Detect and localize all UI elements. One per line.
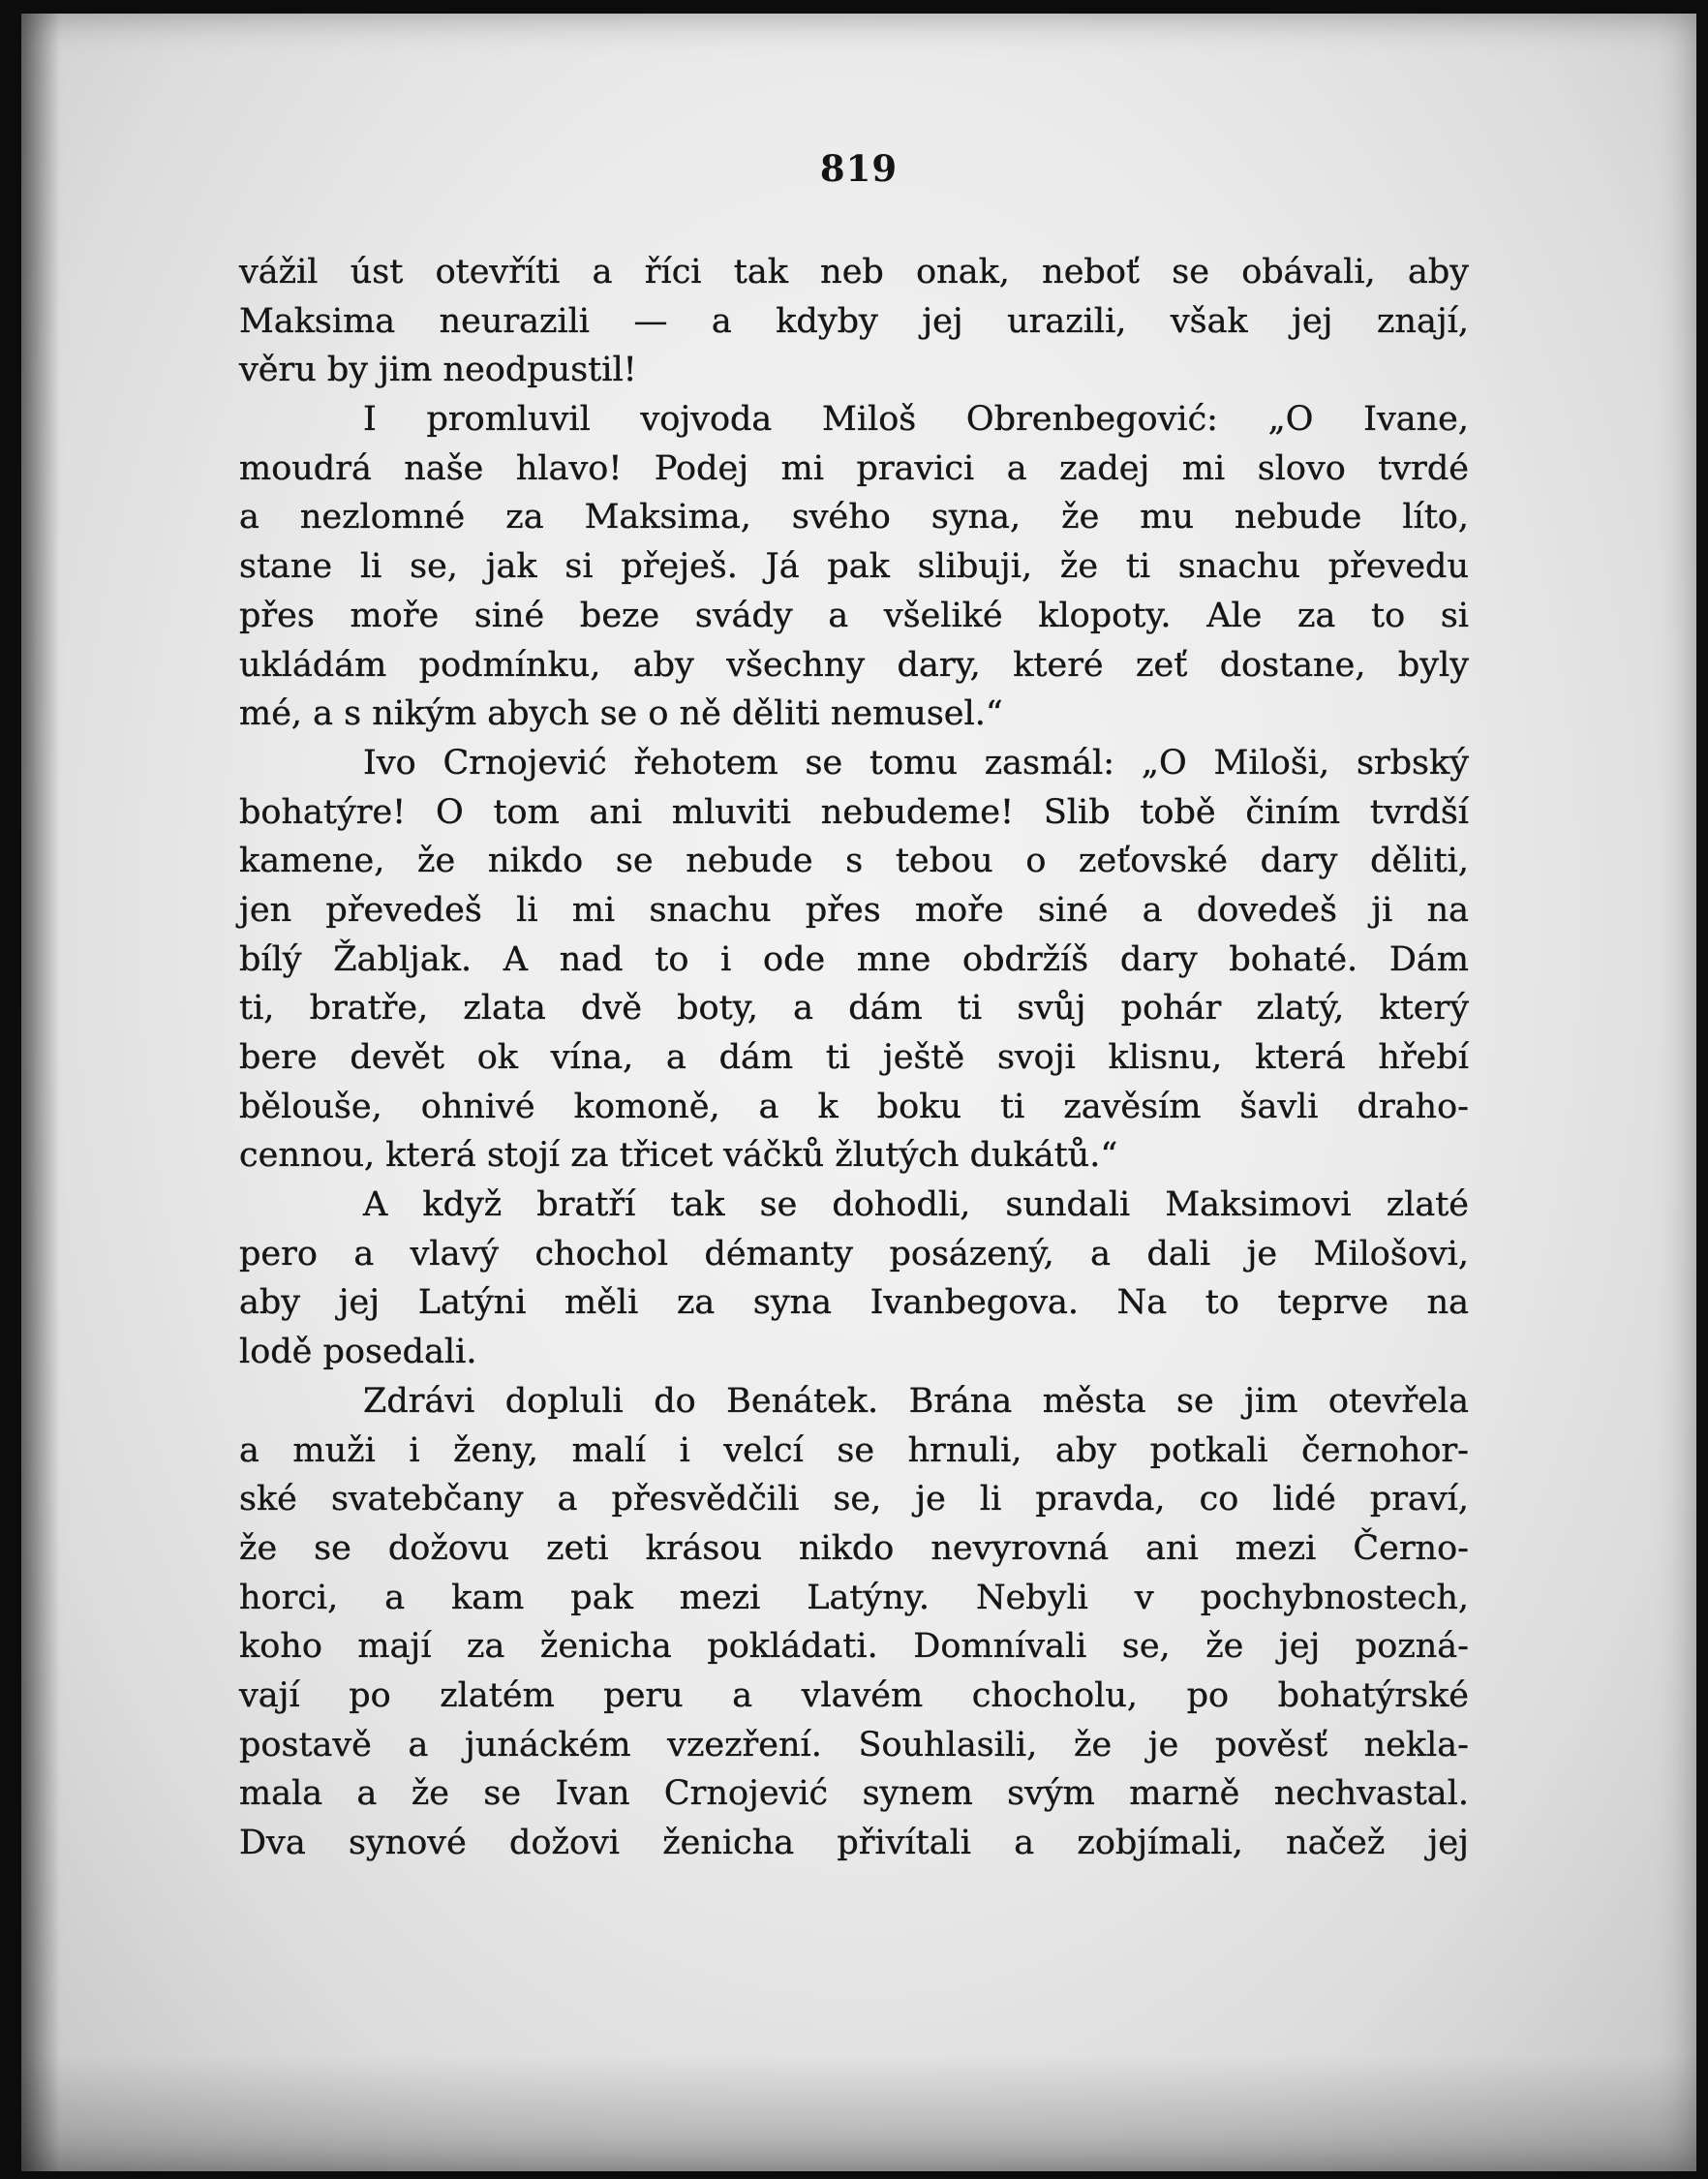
text-line: horci, a kam pak mezi Latýny. Nebyli v pochybnostech, (239, 1578, 1469, 1617)
text-line: věru by jim neodpustil! (239, 351, 637, 390)
text-line: stane li se, jak si přeješ. Já pak slibuji, že ti snachu převedu (239, 547, 1469, 587)
text-line: Ivo Crnojević řehotem se tomu zasmál: „O Miloši, srbský (363, 743, 1469, 783)
text-line: postavě a junáckém vzezření. Souhlasili, že je pověsť nekla- (239, 1725, 1469, 1765)
text-line: moudrá naše hlavo! Podej mi pravici a zadej mi slovo tvrdé (239, 448, 1469, 488)
text-line: ské svatebčany a přesvědčili se, je li pravda, co lidé praví, (239, 1480, 1469, 1519)
page-number: 819 (819, 147, 899, 190)
text-line: lodě posedali. (239, 1333, 477, 1372)
text-line: vají po zlatém peru a vlavém chocholu, po bohatýrské (239, 1675, 1469, 1715)
text-line: cennou, která stojí za třicet váčků žlutých dukátů.“ (239, 1136, 1118, 1176)
text-line: Maksima neurazili — a kdyby jej urazili, však jej znají, (239, 301, 1469, 341)
body-text (239, 248, 1469, 1868)
binding-shadow (21, 14, 60, 2171)
text-line: aby jej Latýni měli za syna Ivanbegova. Na to teprve na (239, 1283, 1469, 1323)
text-line: a muži i ženy, malí i velcí se hrnuli, aby potkali černohor- (239, 1430, 1469, 1470)
book-page (21, 14, 1696, 2171)
text-line: vážil úst otevříti a říci tak neb onak, neboť se obávali, aby (239, 253, 1469, 292)
text-line: bohatýre! O tom ani mluviti nebudeme! Slib tobě činím tvrdší (239, 792, 1469, 832)
text-line: bílý Žabljak. A nad to i ode mne obdržíš dary bohaté. Dám (239, 939, 1469, 979)
text-line: Dva synové dožovi ženicha přivítali a zobjímali, načež jej (239, 1824, 1469, 1862)
text-line: kamene, že nikdo se nebude s tebou o zeťovské dary děliti, (239, 842, 1469, 881)
text-line: přes moře siné beze svády a všeliké klopoty. Ale za to si (239, 596, 1469, 635)
text-line: mala a že se Ivan Crnojević synem svým marně nechvastal. (239, 1774, 1469, 1814)
text-line: jen převedeš li mi snachu přes moře siné a dovedeš ji na (239, 890, 1469, 930)
text-line: Zdrávi dopluli do Benátek. Brána města se jim otevřela (363, 1381, 1469, 1421)
text-line: A když bratří tak se dohodli, sundali Maksimovi zlaté (363, 1185, 1469, 1225)
bottom-edge-shadow (21, 2055, 1696, 2171)
text-line: bělouše, ohnivé komoně, a k boku ti zavěsím šavli draho- (239, 1087, 1469, 1126)
text-line: že se dožovu zeti krásou nikdo nevyrovná ani mezi Černo- (239, 1528, 1469, 1568)
text-line: koho mají za ženicha pokládati. Domnívali se, že jej pozná- (239, 1627, 1469, 1667)
text-line: pero a vlavý chochol démanty posázený, a dali je Milošovi, (239, 1234, 1469, 1274)
text-line: bere devět ok vína, a dám ti ještě svoji klisnu, která hřebí (239, 1038, 1469, 1077)
text-line: ti, bratře, zlata dvě boty, a dám ti svůj pohár zlatý, který (239, 989, 1469, 1028)
text-line: I promluvil vojvoda Miloš Obrenbegović: „O Ivane, (363, 400, 1469, 440)
text-line: a nezlomné za Maksima, svého syna, že mu nebude líto, (239, 498, 1469, 537)
text-line: mé, a s nikým abych se o ně děliti nemusel.“ (239, 694, 1003, 734)
text-line: ukládám podmínku, aby všechny dary, které zeť dostane, byly (239, 645, 1469, 685)
